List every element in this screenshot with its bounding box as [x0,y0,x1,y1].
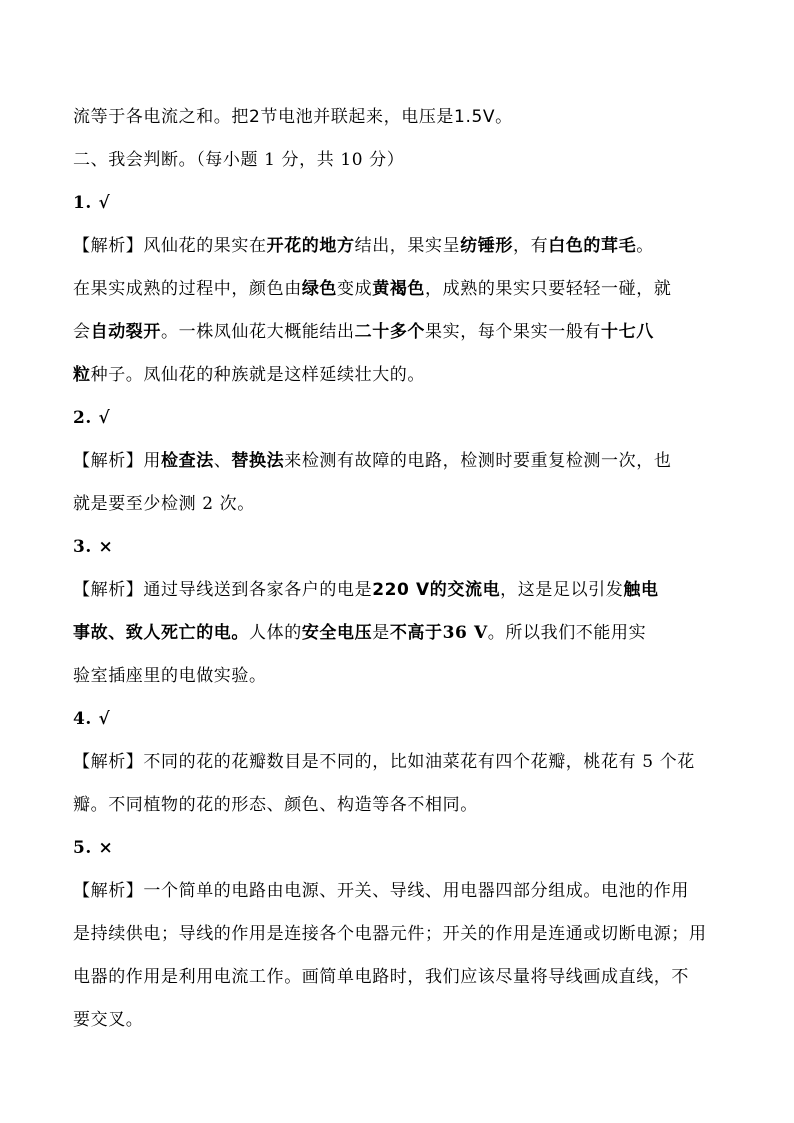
question-4-answer: 4. √ [73,709,111,729]
q4-explanation-line-2: 瓣。不同植物的花的形态、颜色、构造等各不相同。 [73,795,478,815]
q3-explanation-line-3: 验室插座里的电做实验。 [73,666,267,686]
q5-explanation-line-4: 要交叉。 [73,1010,144,1030]
q1-explanation-line-2: 在果实成熟的过程中，颜色由绿色变成黄褐色，成熟的果实只要轻轻一碰，就 [73,279,672,299]
q5-explanation-line-1: 【解析】一个简单的电路由电源、开关、导线、用电器四部分组成。电池的作用 [73,881,689,901]
section-heading-judgement: 二、我会判断。（每小题 1 分，共 10 分） [73,150,405,170]
q2-explanation-line-2: 就是要至少检测 2 次。 [73,494,255,514]
question-1-answer: 1. √ [73,193,111,213]
question-3-answer: 3. × [73,537,114,557]
q3-explanation-line-1: 【解析】通过导线送到各家各户的电是220 V的交流电，这是足以引发触电 [73,580,659,600]
q5-explanation-line-3: 电器的作用是利用电流工作。画简单电路时，我们应该尽量将导线画成直线，不 [73,967,689,987]
q2-explanation-line-1: 【解析】用检查法、替换法来检测有故障的电路，检测时要重复检测一次，也 [73,451,672,471]
q4-explanation-line-1: 【解析】不同的花的花瓣数目是不同的，比如油菜花有四个花瓣，桃花有 5 个花 [73,752,695,772]
q3-explanation-line-2: 事故、致人死亡的电。人体的安全电压是不高于36 V。所以我们不能用实 [73,623,647,643]
q1-explanation-line-1: 【解析】风仙花的果实在开花的地方结出，果实呈纺锤形，有白色的茸毛。 [73,236,654,256]
text-line-electricity-summary: 流等于各电流之和。把2节电池并联起来，电压是1.5V。 [73,107,513,127]
question-2-answer: 2. √ [73,408,111,428]
q5-explanation-line-2: 是持续供电；导线的作用是连接各个电器元件；开关的作用是连通或切断电源；用 [73,924,707,944]
question-5-answer: 5. × [73,838,114,858]
q1-explanation-line-3: 会自动裂开。一株凤仙花大概能结出二十多个果实，每个果实一般有十七八 [73,322,654,342]
q1-explanation-line-4: 粒种子。凤仙花的种族就是这样延续壮大的。 [73,365,426,385]
